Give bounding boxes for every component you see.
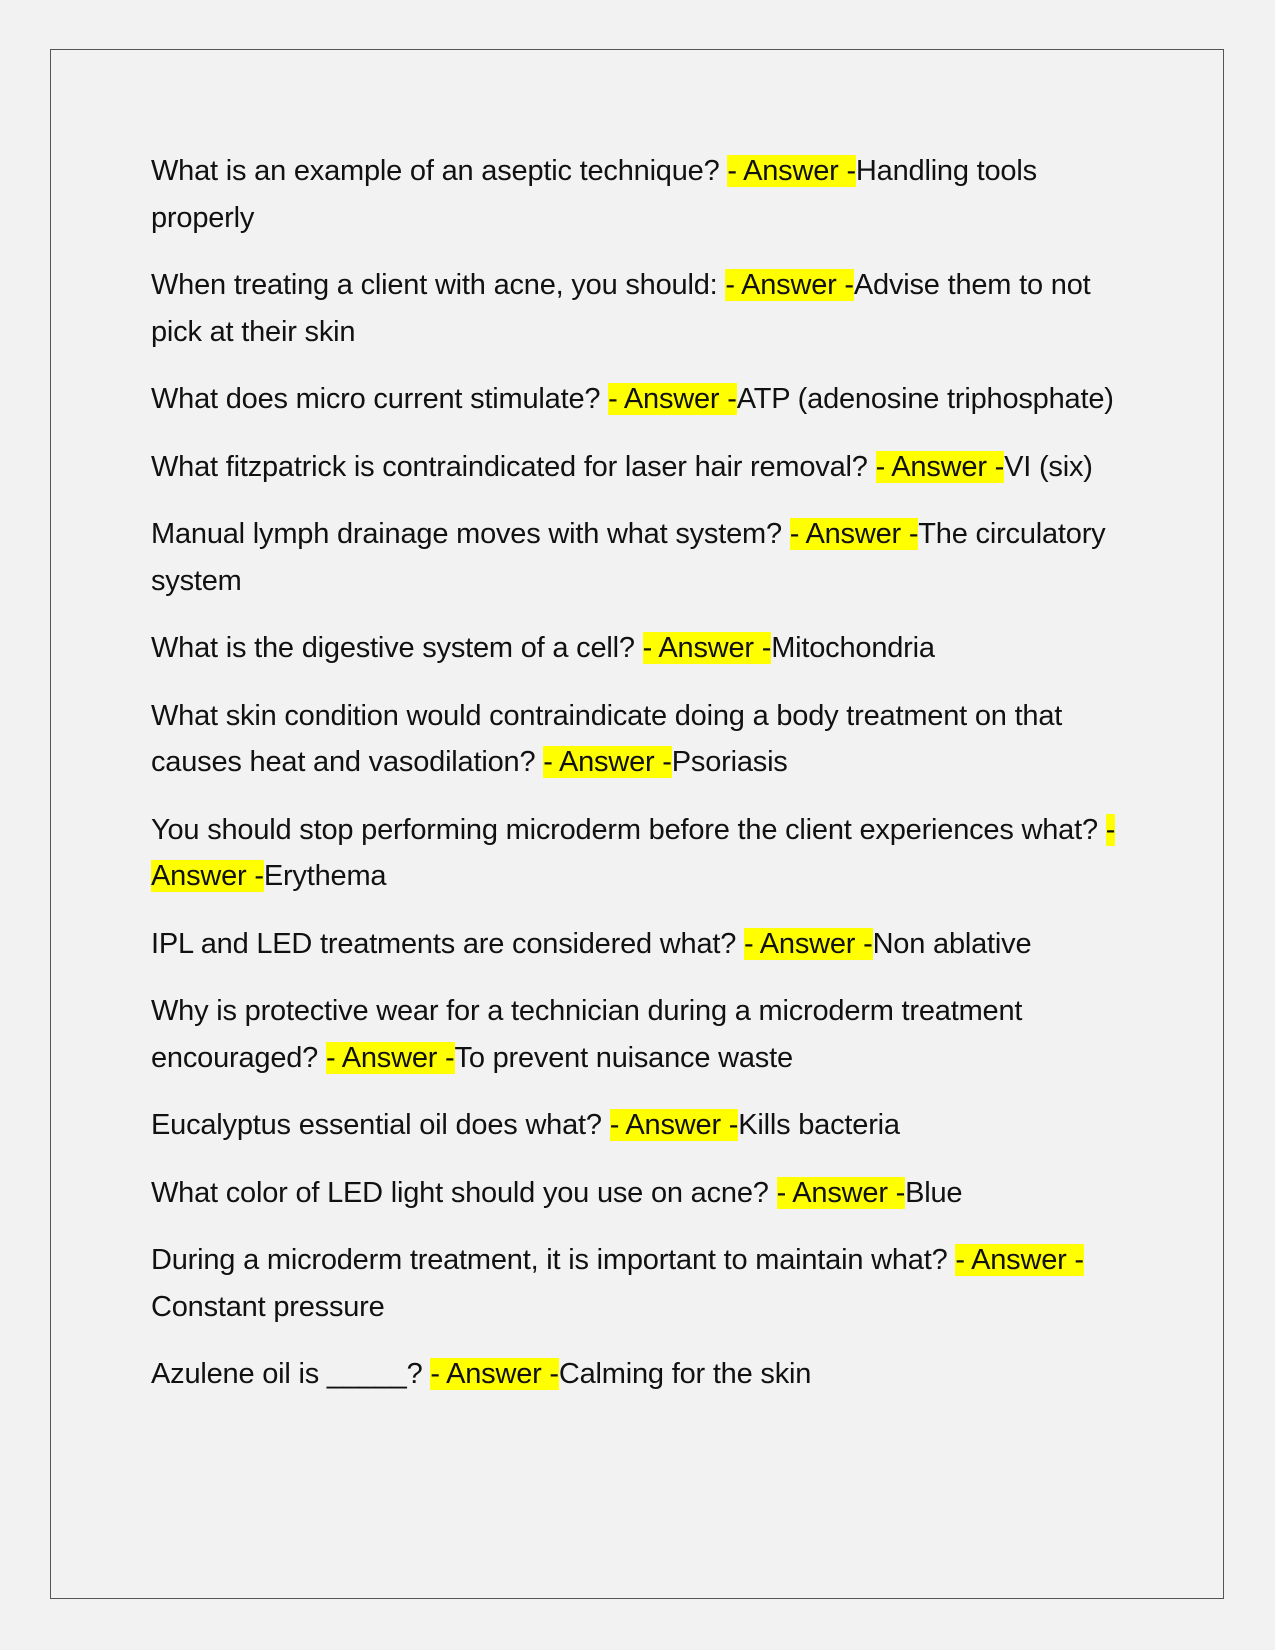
answer-marker: - Answer - <box>430 1358 559 1390</box>
qa-item <box>151 693 1121 786</box>
answer-text: The circulatory system <box>151 518 1106 597</box>
answer-text: Erythema <box>263 860 387 892</box>
question-text: What is the digestive system of a cell? <box>151 632 643 664</box>
question-text: When treating a client with acne, you should: <box>151 269 726 301</box>
qa-item <box>151 625 1121 672</box>
question-text: What fitzpatrick is contraindicated for laser hair removal? <box>151 450 876 483</box>
qa-item <box>151 1351 1121 1398</box>
answer-text: VI (six) <box>1004 450 1093 483</box>
answer-marker: - Answer - <box>725 269 854 301</box>
answer-marker: - Answer - <box>325 1041 455 1074</box>
answer-text: Constant pressure <box>151 1290 385 1323</box>
qa-item <box>151 148 1121 241</box>
question-text: What is an example of an aseptic technique? <box>151 155 728 187</box>
answer-text: Mitochondria <box>771 632 935 664</box>
qa-item <box>151 262 1121 355</box>
qa-item <box>151 921 1121 968</box>
answer-marker: - Answer - <box>609 1109 739 1141</box>
question-text: What does micro current stimulate? <box>151 383 609 415</box>
answer-marker: - Answer - <box>744 927 873 960</box>
qa-item <box>151 1237 1121 1330</box>
qa-item <box>151 988 1121 1081</box>
qa-item <box>151 1102 1121 1149</box>
question-text: IPL and LED treatments are considered what? <box>151 927 745 960</box>
answer-text: Advise them to not pick at their skin <box>151 269 1091 348</box>
qa-item <box>151 807 1121 900</box>
answer-text: Blue <box>905 1176 963 1209</box>
question-text: Manual lymph drainage moves with what system? <box>151 518 790 550</box>
answer-marker: - Answer - <box>875 450 1005 483</box>
qa-item <box>151 444 1121 491</box>
answer-text: Kills bacteria <box>738 1109 900 1141</box>
answer-marker: - Answer - <box>608 383 737 415</box>
question-text: During a microderm treatment, it is important to maintain what? <box>151 1244 956 1276</box>
answer-marker: - Answer - <box>776 1176 906 1209</box>
answer-marker: - Answer - <box>727 155 856 187</box>
answer-text: ATP (adenosine triphosphate) <box>736 383 1114 415</box>
question-text: What skin condition would contraindicate doing a body treatment on that causes heat and vasodilation? <box>151 699 1063 778</box>
answer-text: Handling tools properly <box>151 155 1037 234</box>
answer-marker: - Answer - <box>543 746 672 778</box>
qa-item <box>151 376 1121 423</box>
question-text: What color of LED light should you use on acne? <box>151 1176 777 1209</box>
question-text: You should stop performing microderm before the client experiences what? <box>151 813 1106 846</box>
answer-marker: - Answer - <box>789 518 919 550</box>
answer-text: To prevent nuisance waste <box>454 1041 793 1074</box>
qa-item <box>151 1170 1121 1217</box>
question-text: Azulene oil is _____? <box>151 1358 431 1390</box>
answer-marker: - Answer - <box>151 813 1116 892</box>
qa-list <box>151 148 1121 1419</box>
question-text: Why is protective wear for a technician during a microderm treatment encouraged? <box>151 995 1023 1074</box>
qa-item <box>151 511 1121 604</box>
answer-text: Psoriasis <box>671 746 788 778</box>
answer-text: Calming for the skin <box>558 1358 812 1390</box>
answer-text: Non ablative <box>872 927 1032 960</box>
answer-marker: - Answer - <box>642 632 772 664</box>
question-text: Eucalyptus essential oil does what? <box>151 1109 610 1141</box>
answer-marker: - Answer - <box>955 1244 1084 1276</box>
